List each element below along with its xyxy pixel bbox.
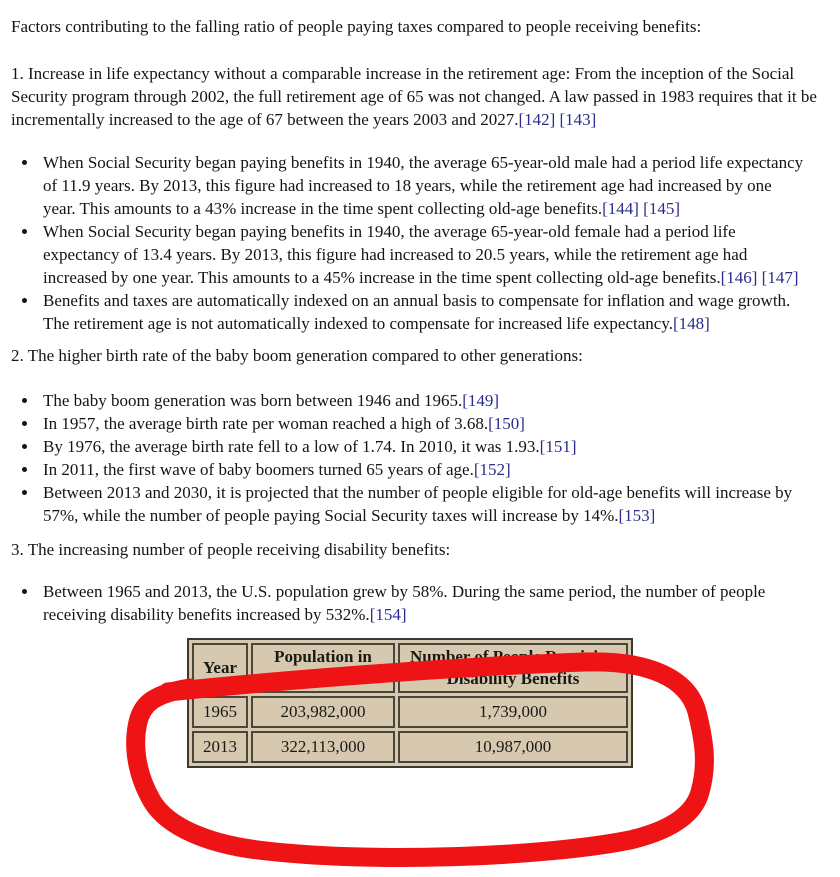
section-1-heading-text: 1. Increase in life expectancy without a comparable increase in the retirement age: From the inception of the Social Security program through 2002, the full retirement age of 65 was not changed. A law passed in 1983 requires that it be incrementally increased to the age of 67 between the years 2003 and 2027. — [11, 64, 817, 129]
list-item — [39, 289, 806, 335]
bullet-text: In 1957, the average birth rate per woman reached a high of 3.68. — [43, 414, 489, 433]
bullet-text: In 2011, the first wave of baby boomers turned 65 years of age. — [43, 460, 474, 479]
table-header-year: Year — [192, 643, 248, 693]
bullet-text: Between 1965 and 2013, the U.S. population grew by 58%. During the same period, the number of people receiving disability benefits increased by 532%. — [43, 582, 766, 624]
section-3-bullet-list — [11, 580, 820, 626]
table-cell-year-2013: 2013 — [192, 731, 248, 763]
ref-link-154[interactable]: [154] — [369, 605, 407, 624]
bullet-text: Between 2013 and 2030, it is projected that the number of people eligible for old-age benefits will increase by 57%, while the number of people paying Social Security taxes will increase by 14%. — [43, 483, 793, 525]
list-item — [39, 481, 806, 527]
ref-link-144-145[interactable]: [144] [145] — [602, 199, 681, 218]
bullet-text: By 1976, the average birth rate fell to a low of 1.74. In 2010, it was 1.93. — [43, 437, 540, 456]
disability-benefits-table — [187, 638, 633, 768]
ref-link-151[interactable]: [151] — [539, 437, 577, 456]
section-2-heading — [11, 344, 820, 367]
bullet-text: The baby boom generation was born between 1946 and 1965. — [43, 391, 463, 410]
section-1-bullet-list — [11, 151, 820, 335]
section-2-heading-text: 2. The higher birth rate of the baby boom generation compared to other generations: — [11, 346, 583, 365]
ref-link-152[interactable]: [152] — [473, 460, 511, 479]
table-header-disability-benefits: Number of People Receiving Disability Benefits — [398, 643, 628, 693]
list-item — [39, 151, 806, 220]
table-header-row — [192, 643, 628, 693]
table-cell-population-1965: 203,982,000 — [251, 696, 395, 728]
bullet-text: When Social Security began paying benefits in 1940, the average 65-year-old male had a period life expectancy of 11.9 years. By 2013, this figure had increased to 18 years, while the retirement age had increased by one year. This amounts to a 43% increase in the time spent collecting old-age benefits. — [43, 153, 804, 218]
table-row — [192, 731, 628, 763]
bullet-text: Benefits and taxes are automatically indexed on an annual basis to compensate for inflation and wage growth. The retirement age is not automatically indexed to compensate for increased life expectancy. — [43, 291, 791, 333]
list-item — [39, 580, 806, 626]
table-cell-year-1965: 1965 — [192, 696, 248, 728]
list-item — [39, 389, 806, 412]
bullet-text: When Social Security began paying benefits in 1940, the average 65-year-old female had a period life expectancy of 13.4 years. By 2013, this figure had increased to 20.5 years, while the retirement age had increased by one year. This amounts to a 45% increase in the time spent collecting old-age benefits. — [43, 222, 748, 287]
list-item — [39, 435, 806, 458]
ref-link-148[interactable]: [148] — [673, 314, 710, 333]
list-item — [39, 458, 806, 481]
list-item — [39, 412, 806, 435]
table-header-population: Population in U.S. — [251, 643, 395, 693]
ref-link-153[interactable]: [153] — [618, 506, 656, 525]
table-cell-benefits-2013: 10,987,000 — [398, 731, 628, 763]
list-item — [39, 220, 806, 289]
table-cell-population-2013: 322,113,000 — [251, 731, 395, 763]
section-3-heading — [11, 538, 820, 561]
ref-link-150[interactable]: [150] — [488, 414, 525, 433]
section-3-heading-text: 3. The increasing number of people receiving disability benefits: — [11, 540, 451, 559]
ref-link-146-147[interactable]: [146] [147] — [720, 268, 799, 287]
section-1-heading — [11, 62, 820, 131]
intro-text: Factors contributing to the falling ratio of people paying taxes compared to people receiving benefits: — [11, 17, 702, 36]
ref-link-142-143[interactable]: [142] [143] — [518, 110, 597, 129]
table-cell-benefits-1965: 1,739,000 — [398, 696, 628, 728]
ref-link-149[interactable]: [149] — [462, 391, 500, 410]
section-2-bullet-list — [11, 389, 820, 527]
table-row — [192, 696, 628, 728]
